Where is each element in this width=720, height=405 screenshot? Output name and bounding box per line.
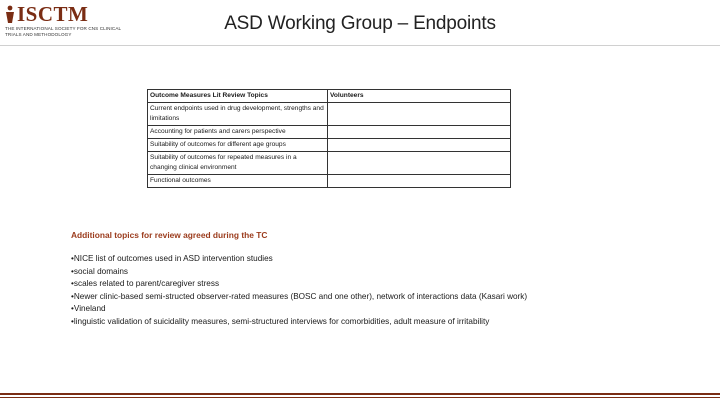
footer-rule: [0, 393, 720, 395]
topic-cell: Current endpoints used in drug development, strengths and limitations: [148, 103, 328, 126]
topics-table: [147, 89, 511, 188]
list-item: • social domains: [71, 266, 711, 279]
volunteer-cell[interactable]: [328, 126, 511, 139]
table-row: [148, 103, 511, 126]
title-divider: [0, 45, 720, 46]
list-item: • linguistic validation of suicidality measures, semi-structured interviews for comorbidities, adult measure of irritability: [71, 316, 711, 329]
additional-topics-list: [71, 253, 711, 329]
logo-text: ISCTM: [17, 2, 89, 26]
header-volunteers: Volunteers: [328, 90, 511, 103]
list-item: • Vineland: [71, 303, 711, 316]
topic-cell: Functional outcomes: [148, 175, 328, 188]
topic-cell: Suitability of outcomes for repeated measures in a changing clinical environment: [148, 152, 328, 175]
topic-cell: Accounting for patients and carers perspective: [148, 126, 328, 139]
table-header-row: [148, 90, 511, 103]
table-row: [148, 126, 511, 139]
table-row: [148, 175, 511, 188]
additional-topics-heading: Additional topics for review agreed during the TC: [71, 230, 268, 240]
header-topics: Outcome Measures Lit Review Topics: [148, 90, 328, 103]
additional-topics-section: [71, 230, 711, 329]
table-row: [148, 139, 511, 152]
page-title: ASD Working Group – Endpoints: [224, 13, 496, 34]
table-row: [148, 152, 511, 175]
volunteer-cell[interactable]: [328, 139, 511, 152]
volunteer-cell[interactable]: [328, 103, 511, 126]
volunteer-cell[interactable]: [328, 175, 511, 188]
list-item: • scales related to parent/caregiver stress: [71, 278, 711, 291]
topic-cell: Suitability of outcomes for different age groups: [148, 139, 328, 152]
list-item: • Newer clinic-based semi-structed observer-rated measures (BOSC and one other), network of interactions data (Kasari work): [71, 291, 711, 304]
logo-subtitle: THE INTERNATIONAL SOCIETY FOR CNS CLINICAL TRIALS AND METHODOLOGY: [5, 26, 121, 37]
list-item: • NICE list of outcomes used in ASD intervention studies: [71, 253, 711, 266]
volunteer-cell[interactable]: [328, 152, 511, 175]
footer-rule-thin: [0, 397, 720, 398]
